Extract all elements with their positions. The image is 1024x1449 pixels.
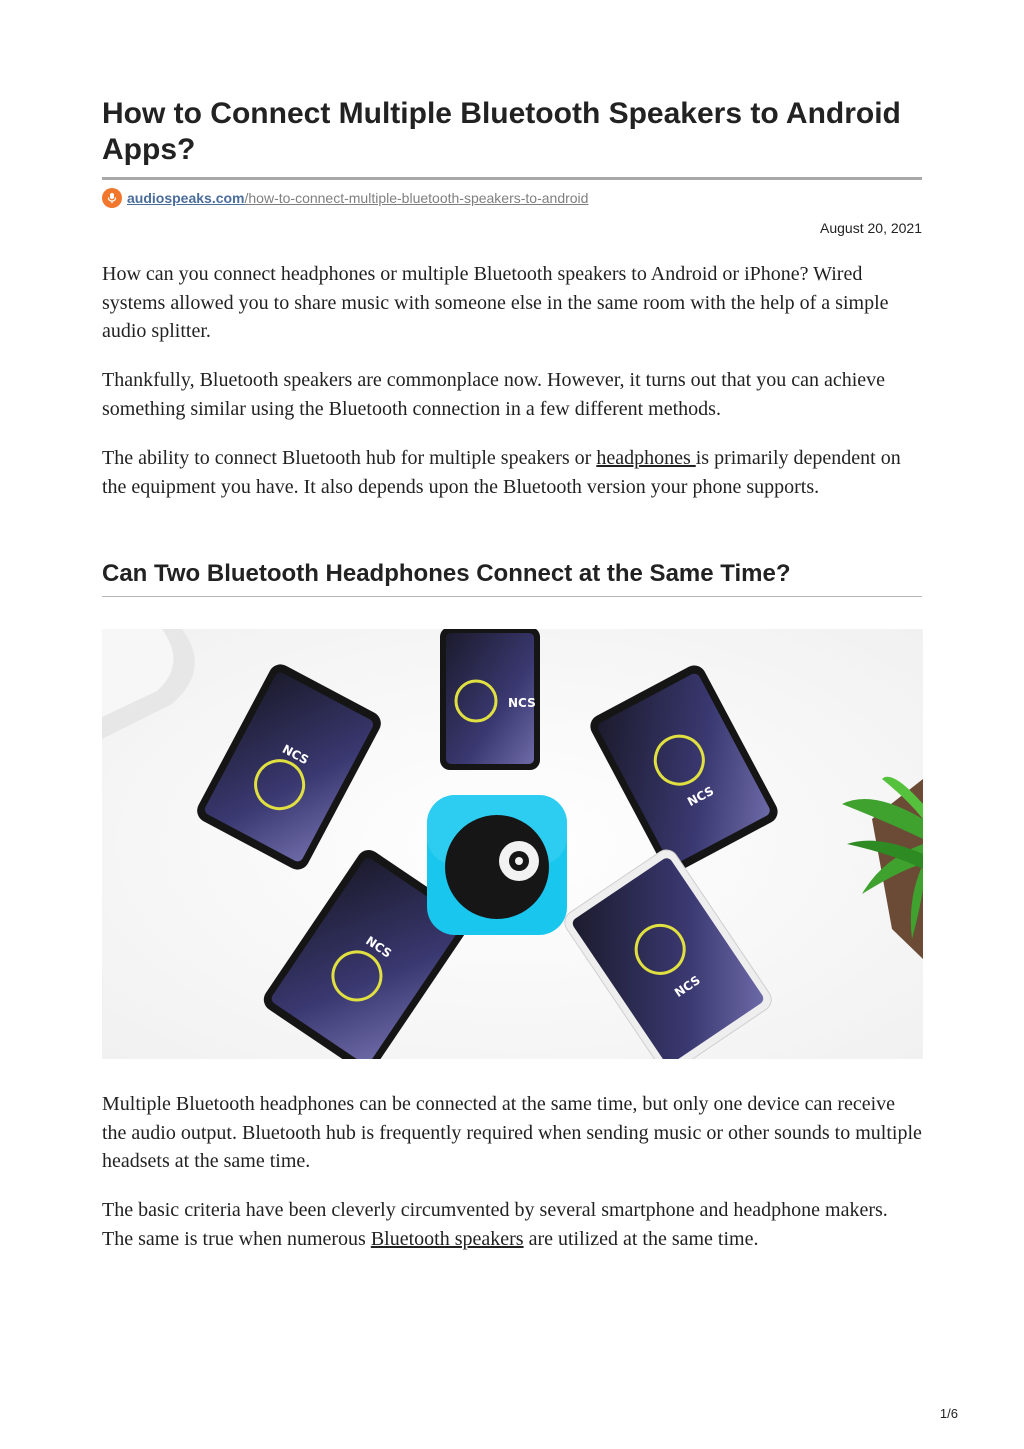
intro-paragraph-3 (102, 444, 922, 501)
publish-date: August 20, 2021 (820, 220, 922, 236)
body-paragraph-5 (102, 1196, 922, 1253)
speaker-app-icon (427, 795, 567, 935)
source-domain[interactable]: audiospeaks.com (127, 190, 245, 206)
source-link[interactable] (102, 187, 588, 209)
headphones-link[interactable]: headphones (596, 447, 696, 469)
para5-text-after: are utilized at the same time. (523, 1227, 759, 1250)
bluetooth-speakers-link[interactable]: Bluetooth speakers (370, 1227, 524, 1250)
section-divider (102, 596, 922, 597)
body-paragraph-4: Multiple Bluetooth headphones can be connected at the same time, but only one device can receive the audio output. Bluetooth hub is frequently required when sending music or other sounds to multiple headsets at the same time. (102, 1093, 922, 1172)
section-heading: Can Two Bluetooth Headphones Connect at the Same Time? (102, 560, 791, 587)
page-number: 1/6 (939, 1406, 958, 1421)
para3-text-after: is primarily dependent on the equipment you have. It also depends upon the Bluetooth version your phone supports. (102, 447, 901, 498)
source-path[interactable]: /how-to-connect-multiple-bluetooth-speakers-to-android (244, 190, 589, 206)
title-divider (102, 177, 922, 180)
phone-bottom-left-label: NCS (363, 933, 395, 961)
hero-image (102, 629, 923, 1059)
phone-bottom-right-label: NCS (672, 972, 703, 1001)
intro-paragraph-1: How can you connect headphones or multiple Bluetooth speakers to Android or iPhone? Wired systems allowed you to share music with someone else in the same room with the help of a simple audio splitter. (102, 263, 889, 342)
intro-paragraph-2: Thankfully, Bluetooth speakers are commonplace now. However, it turns out that you can achieve something similar using the Bluetooth connection in a few different methods. (102, 369, 886, 420)
phone-top (440, 629, 540, 770)
article-title: How to Connect Multiple Bluetooth Speakers to Android Apps? (102, 97, 901, 166)
para5-text-before: The basic criteria have been cleverly circumvented by several smartphone and headphone makers. The same is true when numerous (102, 1199, 888, 1250)
phone-right-label: NCS (685, 783, 717, 810)
phone-left-label: NCS (279, 741, 311, 768)
phone-top-label: NCS (508, 696, 536, 710)
microphone-icon (102, 188, 122, 208)
para3-text-before: The ability to connect Bluetooth hub for multiple speakers or (102, 447, 597, 469)
